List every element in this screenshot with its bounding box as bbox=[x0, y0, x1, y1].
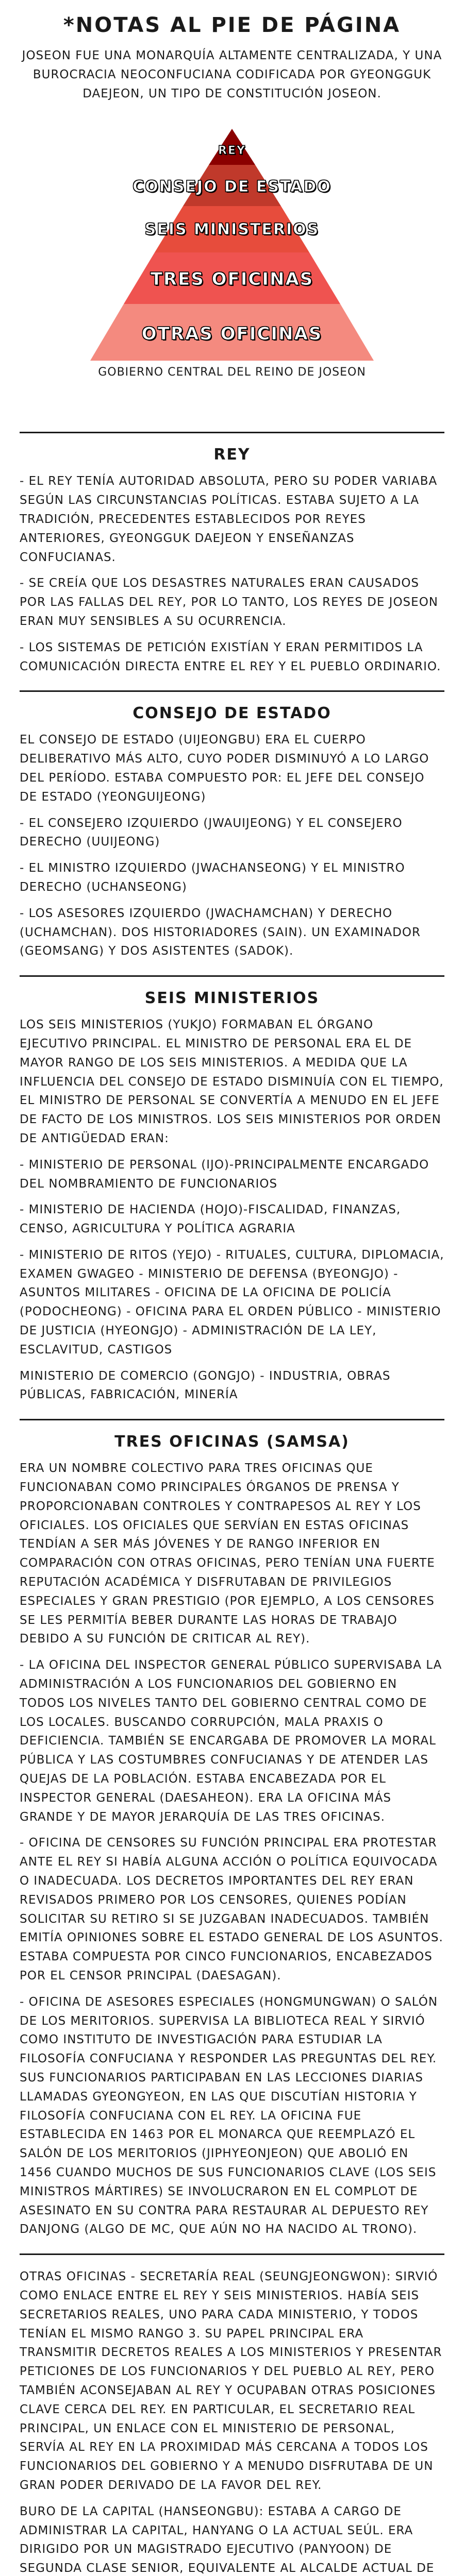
section-paragraph: - LOS ASESORES IZQUIERDO (JWACHAMCHAN) Y DERECHO (UCHAMCHAN). DOS HISTORIADORES (SAIN). UN EXAMINADOR (GEOMSANG) Y DOS ASISTENTES (SADOK). bbox=[20, 906, 421, 958]
section-paragraph: BURO DE LA CAPITAL (HANSEONGBU): ESTABA A CARGO DE ADMINISTRAR LA CAPITAL, HANYANG O LA ACTUAL SEÚL. ERA DIRIGIDO POR UN MAGISTRADO EJECUTIVO (PANYOON) DE SEGUNDA CLASE SENIOR, EQUIVALENTE AL ALCALDE ACTUAL DE bbox=[20, 2504, 435, 2575]
section-paragraph: - MINISTERIO DE PERSONAL (IJO)-PRINCIPALMENTE ENCARGADO DEL NOMBRAMIENTO DE FUNCIONARIOS bbox=[20, 1158, 429, 1191]
section-divider bbox=[20, 975, 444, 977]
sections-container bbox=[20, 432, 444, 2576]
section-divider bbox=[20, 432, 444, 433]
section-paragraph: - EL REY TENÍA AUTORIDAD ABSOLUTA, PERO SU PODER VARIABA SEGÚN LAS CIRCUNSTANCIAS POLÍTICAS. ESTABA SUJETO A LA TRADICIÓN, PRECEDENTES ESTABLECIDOS POR REYES ANTERIORES, GYEONGGUK DAEJEON Y ENSEÑANZAS CONFUCIANAS. bbox=[20, 474, 438, 564]
section-divider bbox=[20, 690, 444, 692]
section-paragraph: - OFICINA DE CENSORES SU FUNCIÓN PRINCIPAL ERA PROTESTAR ANTE EL REY SI HABÍA ALGUNA ACCIÓN O POLÍTICA EQUIVOCADA O INADECUADA. LOS DECRETOS IMPORTANTES DEL REY ERAN REVISADOS PRIMERO POR LOS CENSORES, QUIENES PODÍAN SOLICITAR SU RETIRO SI SE JUZGABAN INADECUADOS. TAMBIÉN EMITÍA OPINIONES SOBRE EL ESTADO GENERAL DE LOS ASUNTOS. ESTABA COMPUESTA POR CINCO FUNCIONARIOS, ENCABEZADOS POR EL CENSOR PRINCIPAL (DAESAGAN). bbox=[20, 1836, 443, 1982]
government-pyramid-diagram bbox=[0, 108, 464, 417]
section-paragraph: - EL CONSEJERO IZQUIERDO (JWAUIJEONG) Y EL CONSEJERO DERECHO (UUIJEONG) bbox=[20, 816, 403, 849]
pyramid-label-ministerios: SEIS MINISTERIOS bbox=[144, 221, 320, 239]
section-paragraph: OTRAS OFICINAS - SECRETARÍA REAL (SEUNGJEONGWON): SIRVIÓ COMO ENLACE ENTRE EL REY Y SEIS MINISTERIOS. HABÍA SEIS SECRETARIOS REALES, UNO PARA CADA MINISTERIO, Y TODOS TENÍAN EL MISMO RANGO 3. SU PAPEL PRINCIPAL ERA TRANSMITIR DECRETOS REALES A LOS MINISTERIOS Y PRESENTAR PETICIONES DE LOS FUNCIONARIOS Y DEL PUEBLO AL REY, PERO TAMBIÉN ACONSEJABAN AL REY Y OCUPABAN OTRAS POSICIONES CLAVE CERCA DEL REY. EN PARTICULAR, EL SECRETARIO REAL PRINCIPAL, UN ENLACE CON EL MINISTERIO DE PERSONAL, SERVÍA AL REY EN LA PROXIMIDAD MÁS CERCANA A TODOS LOS FUNCIONARIOS DEL GOBIERNO Y A MENUDO DISFRUTABA DE UN GRAN PODER DERIVADO DE LA FAVOR DEL REY. bbox=[20, 2270, 442, 2492]
section-paragraph: - EL MINISTRO IZQUIERDO (JWACHANSEONG) Y EL MINISTRO DERECHO (UCHANSEONG) bbox=[20, 861, 405, 894]
section-heading: TRES OFICINAS (SAMSA) bbox=[114, 1433, 350, 1451]
section-paragraph: ERA UN NOMBRE COLECTIVO PARA TRES OFICINAS QUE FUNCIONABAN COMO PRINCIPALES ÓRGANOS DE PRENSA Y PROPORCIONABAN CONTROLES Y CONTRAPESOS AL REY Y LOS OFICIALES. LOS OFICIALES QUE SERVÍAN EN ESTAS OFICINAS TENDÍAN A SER MÁS JÓVENES Y DE RANGO INFERIOR EN COMPARACIÓN CON OTRAS OFICINAS, PERO TENÍAN UNA FUERTE REPUTACIÓN ACADÉMICA Y DISFRUTABAN DE PRIVILEGIOS ESPECIALES Y GRAN PRESTIGIO (POR EJEMPLO, A LOS CENSORES SE LES PERMITÍA BEBER DURANTE LAS HORAS DE TRABAJO DEBIDO A SU FUNCIÓN DE CRITICAR AL REY). bbox=[20, 1462, 435, 1646]
page-title: *NOTAS AL PIE DE PÁGINA bbox=[63, 13, 401, 37]
pyramid-label-otras-oficinas: OTRAS OFICINAS bbox=[141, 324, 323, 345]
section-paragraph: - MINISTERIO DE HACIENDA (HOJO)-FISCALIDAD, FINANZAS, CENSO, AGRICULTURA Y POLÍTICA AGRARIA bbox=[20, 1203, 401, 1236]
intro-text: JOSEON FUE UNA MONARQUÍA ALTAMENTE CENTRALIZADA, Y UNA BUROCRACIA NEOCONFUCIANA CODIFICADA POR GYEONGGUK DAEJEON, UN TIPO DE CONSTITUCIÓN JOSEON. bbox=[22, 49, 442, 100]
section-heading: REY bbox=[213, 446, 251, 464]
section-paragraph: - MINISTERIO DE RITOS (YEJO) - RITUALES, CULTURA, DIPLOMACIA, EXAMEN GWAGEO - MINISTERIO DE DEFENSA (BYEONGJO) - ASUNTOS MILITARES - OFICINA DE LA OFICINA DE POLICÍA (PODOCHEONG) - OFICINA PARA EL ORDEN PÚBLICO - MINISTERIO DE JUSTICIA (HYEONGJO) - ADMINISTRACIÓN DE LA LEY, ESCLAVITUD, CASTIGOS bbox=[20, 1248, 444, 1357]
section-paragraph: - OFICINA DE ASESORES ESPECIALES (HONGMUNGWAN) O SALÓN DE LOS MERITORIOS. SUPERVISA LA BIBLIOTECA REAL Y SIRVIÓ COMO INSTITUTO DE INVESTIGACIÓN PARA ESTUDIAR LA FILOSOFÍA CONFUCIANA Y RESPONDER LAS PREGUNTAS DEL REY. SUS FUNCIONARIOS PARTICIPABAN EN LAS LECCIONES DIARIAS LLAMADAS GYEONGYEON, EN LAS QUE DISCUTÍAN HISTORIA Y FILOSOFÍA CONFUCIANA CON EL REY. LA OFICINA FUE ESTABLECIDA EN 1463 POR EL MONARCA QUE REEMPLAZÓ EL SALÓN DE LOS MERITORIOS (JIPHYEONJEON) QUE ABOLIÓ EN 1456 CUANDO MUCHOS DE SUS FUNCIONARIOS CLAVE (LOS SEIS MINISTROS MÁRTIRES) SE INVOLUCRARON EN EL COMPLOT DE ASESINATO EN SU CONTRA PARA RESTAURAR AL DEPUESTO REY DANJONG (ALGO DE MC, QUE AÚN NO HA NACIDO AL TRONO). bbox=[20, 1995, 438, 2236]
section-paragraph: - LA OFICINA DEL INSPECTOR GENERAL PÚBLICO SUPERVISABA LA ADMINISTRACIÓN A LOS FUNCIONARIOS DEL GOBIERNO EN TODOS LOS NIVELES TANTO DEL GOBIERNO CENTRAL COMO DE LOS LOCALES. BUSCANDO CORRUPCIÓN, MALA PRAXIS O DEFICIENCIA. TAMBIÉN SE ENCARGABA DE PROMOVER LA MORAL PÚBLICA Y LAS COSTUMBRES CONFUCIANAS Y DE ATENDER LAS QUEJAS DE LA POBLACIÓN. ESTABA ENCABEZADA POR EL INSPECTOR GENERAL (DAESAHEON). ERA LA OFICINA MÁS GRANDE Y DE MAYOR JERARQUÍA DE LAS TRES OFICINAS. bbox=[20, 1658, 442, 1824]
section-paragraph: MINISTERIO DE COMERCIO (GONGJO) - INDUSTRIA, OBRAS PÚBLICAS, FABRICACIÓN, MINERÍA bbox=[20, 1369, 391, 1402]
section-heading: CONSEJO DE ESTADO bbox=[132, 704, 332, 723]
pyramid-label-consejo: CONSEJO DE ESTADO bbox=[132, 178, 332, 196]
page bbox=[0, 13, 464, 2576]
section-paragraph: - SE CREÍA QUE LOS DESASTRES NATURALES ERAN CAUSADOS POR LAS FALLAS DEL REY, POR LO TANTO, LOS REYES DE JOSEON ERAN MUY SENSIBLES A SU OCURRENCIA. bbox=[20, 577, 439, 628]
pyramid-label-tres-oficinas: TRES OFICINAS bbox=[150, 269, 314, 290]
section-paragraph: - LOS SISTEMAS DE PETICIÓN EXISTÍAN Y ERAN PERMITIDOS LA COMUNICACIÓN DIRECTA ENTRE EL REY Y EL PUEBLO ORDINARIO. bbox=[20, 640, 441, 673]
section-divider bbox=[20, 2253, 444, 2255]
section-heading: SEIS MINISTERIOS bbox=[144, 989, 320, 1008]
section-paragraph: EL CONSEJO DE ESTADO (UIJEONGBU) ERA EL CUERPO DELIBERATIVO MÁS ALTO, CUYO PODER DISMINUYÓ A LO LARGO DEL PERÍODO. ESTABA COMPUESTO POR: EL JEFE DEL CONSEJO DE ESTADO (YEONGUIJEONG) bbox=[20, 733, 429, 804]
section-paragraph: LOS SEIS MINISTERIOS (YUKJO) FORMABAN EL ÓRGANO EJECUTIVO PRINCIPAL. EL MINISTRO DE PERSONAL ERA EL DE MAYOR RANGO DE LOS SEIS MINISTERIOS. A MEDIDA QUE LA INFLUENCIA DEL CONSEJO DE ESTADO DISMINUÍA CON EL TIEMPO, EL MINISTRO DE PERSONAL SE CONVERTÍA A MENUDO EN EL JEFE DE FACTO DE LOS MINISTROS. LOS SEIS MINISTERIOS POR ORDEN DE ANTIGÜEDAD ERAN: bbox=[20, 1018, 444, 1145]
section-divider bbox=[20, 1419, 444, 1420]
pyramid-caption: GOBIERNO CENTRAL DEL REINO DE JOSEON bbox=[98, 366, 366, 379]
pyramid-label-rey: REY bbox=[218, 144, 246, 158]
